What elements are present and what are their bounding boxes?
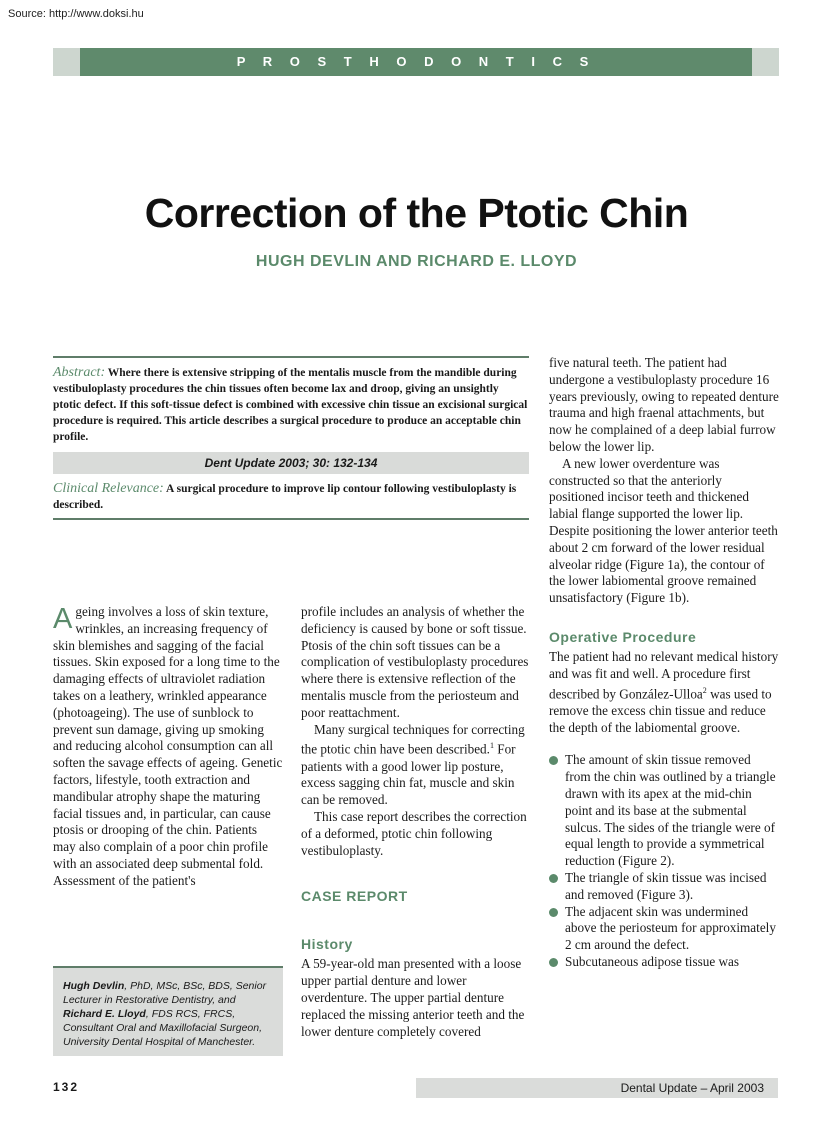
list-item: The adjacent skin was undermined above the periosteum for approximately 2 cm around the defect.	[549, 904, 779, 954]
list-item: The triangle of skin tissue was incised and removed (Figure 3).	[549, 870, 779, 904]
paragraph: five natural teeth. The patient had undergone a vestibuloplasty procedure 16 years previously, owing to repeated denture trauma and high fraenal attachments, but now he complained of a deep labial furrow below the lower lip.	[549, 355, 779, 454]
bullet-icon	[549, 756, 558, 765]
article-authors: HUGH DEVLIN AND RICHARD E. LLOYD	[255, 253, 578, 270]
author-bio	[53, 966, 283, 1056]
abstract-heading: Abstract:	[53, 365, 106, 380]
page-number: 132	[53, 1080, 80, 1094]
list-item: Subcutaneous adipose tissue was	[549, 954, 779, 971]
bio-text: Hugh Devlin, PhD, MSc, BSc, BDS, Senior Lecturer in Restorative Dentistry, and Richard E. Lloyd, FDS RCS, FRCS, Consultant Oral and Maxillofacial Surgeon, University Dental Hospital of Manchester.	[63, 980, 267, 1048]
clinical-text: A surgical procedure to improve lip contour following vestibuloplasty is described.	[53, 483, 517, 511]
column-1	[53, 604, 283, 890]
banner-right-cap	[752, 48, 779, 76]
paragraph: A new lower overdenture was constructed so that the anteriorly positioned incisor teeth and thickened labial flange supported the lower lip. Despite positioning the lower anterior teeth about 2 cm forward of the lower residual alveolar ridge (Figure 1a), the contour of the lower labiomental groove remained unsatisfactory (Figure 1b).	[549, 455, 778, 606]
paragraph: profile includes an analysis of whether the deficiency is caused by bone or soft tissue. Ptosis of the chin soft tissues can be a complication of vestibuloplasty procedures where there is extensive reflection of the mentalis muscle from the periosteum and poor reattachment.	[301, 604, 529, 720]
bio-rule	[53, 966, 283, 968]
history-heading: History	[301, 936, 353, 953]
column-2	[301, 604, 531, 1040]
clinical-heading: Clinical Relevance:	[53, 481, 164, 496]
case-report-heading: CASE REPORT	[301, 888, 408, 905]
source-url: Source: http://www.doksi.hu	[8, 8, 144, 20]
bullet-icon	[549, 908, 558, 917]
section-banner	[53, 48, 779, 76]
operative-procedure-heading: Operative Procedure	[549, 628, 697, 645]
clinical-relevance	[53, 481, 529, 513]
bullet-icon	[549, 874, 558, 883]
citation-bar: Dent Update 2003; 30: 132-134	[53, 452, 529, 474]
abstract	[53, 365, 529, 445]
paragraph: This case report describes the correction of a deformed, ptotic chin following vestibuloplasty.	[301, 808, 527, 858]
paragraph: Many surgical techniques for correcting the ptotic chin have been described.$^1$ For patients with a good lower lip posture, excess sagging chin fat, muscle and skin can be removed.	[301, 721, 525, 808]
procedure-list	[549, 752, 779, 970]
abstract-bottom-rule	[53, 518, 529, 520]
abstract-top-rule	[53, 356, 529, 358]
paragraph: A 59-year-old man presented with a loose upper partial denture and lower overdenture. The upper partial denture replaced the missing anterior teeth and the lower denture completely covered	[301, 956, 525, 1039]
column-3	[549, 355, 779, 971]
journal-footer: Dental Update – April 2003	[620, 1081, 764, 1095]
paragraph: The patient had no relevant medical history and was fit and well. A procedure first described by González-Ulloa$^2$ was used to remove the excess chin tissue and reduce the depth of the labiomental groove.	[549, 648, 779, 735]
footer-bar	[416, 1078, 778, 1098]
abstract-text: Where there is extensive stripping of the mentalis muscle from the mandible during vestibuloplasty procedures the chin tissues often become lax and droop, giving an unsightly ptotic defect. If this soft-tissue defect is combined with excessive chin tissue an excisional surgical procedure is required. This article describes a surgical procedure to produce an acceptable chin profile.	[53, 367, 528, 443]
section-label: P R O S T H O D O N T I C S	[236, 54, 596, 69]
intro-paragraph: geing involves a loss of skin texture, wrinkles, an increasing frequency of skin blemishes and sagging of the facial tissues. Skin exposed for a long time to the damaging effects of ultraviolet radiation takes on a leathery, wrinkled appearance (photoageing). The use of sunblock to prevent sun damage, giving up smoking and reducing alcohol consumption can all soften the savage effects of ageing. Genetic factors, lifestyle, tooth extraction and mandibular atrophy shape the maturing facial tissues and, in particular, can cause ptosis or drooping of the chin. Patients may also complain of a poor chin profile with an associated deep submental fold. Assessment of the patient's	[53, 604, 283, 888]
list-item: The amount of skin tissue removed from the chin was outlined by a triangle drawn with its apex at the mid-chin point and its base at the submental sulcus. The sides of the triangle were of equal length to provide a symmetrical reduction (Figure 2).	[549, 752, 779, 870]
article-title: Correction of the Ptotic Chin	[144, 190, 689, 236]
drop-cap: A	[53, 603, 73, 635]
bullet-icon	[549, 958, 558, 967]
